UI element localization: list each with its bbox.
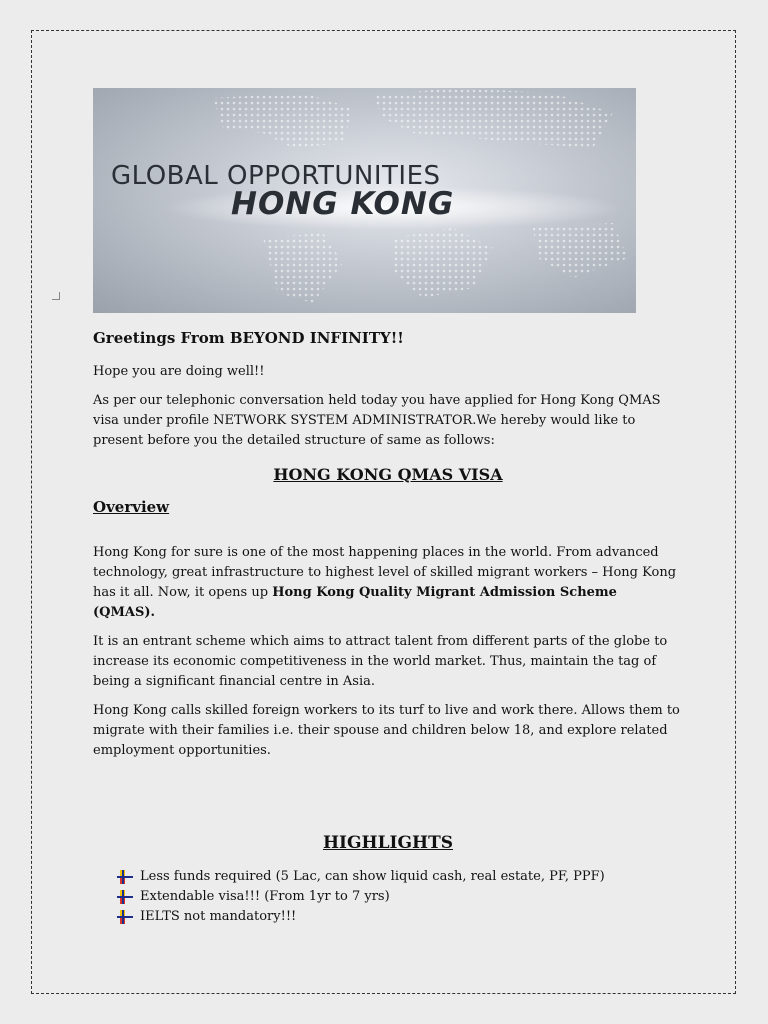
overview-paragraph-2: It is an entrant scheme which aims to attract talent from different parts of the globe to increase its economic competitiveness in the world market. Thus, maintain the tag of being a significant financial centre in Asia. [93, 634, 668, 689]
document-body [93, 328, 683, 927]
highlight-text: IELTS not mandatory!!! [140, 909, 297, 924]
greeting-heading: Greetings From BEYOND INFINITY!! [93, 329, 404, 347]
overview-paragraph-1 [93, 543, 683, 623]
overview-paragraph-3: Hong Kong calls skilled foreign workers to its turf to live and work there. Allows them to migrate with their families i.e. their spouse and children below 18, and explore related employment opportunities. [93, 703, 680, 758]
list-item [117, 887, 683, 907]
text-boundary-mark [52, 292, 60, 300]
list-item [117, 867, 683, 887]
hope-line: Hope you are doing well!! [93, 364, 265, 379]
highlights-heading: HIGHLIGHTS [322, 833, 453, 853]
highlight-text: Extendable visa!!! (From 1yr to 7 yrs) [140, 889, 390, 904]
banner-subtitle: HONG KONG [231, 186, 455, 222]
qmas-bold-text: Hong Kong Quality Migrant Admission Scheme (QMAS). [93, 585, 617, 620]
overview-heading: Overview [93, 498, 170, 516]
highlights-list [93, 867, 683, 927]
arrow-bullet-icon [117, 870, 133, 884]
para1-text: Hong Kong for sure is one of the most happening places in the world. From advanced technology, great infrastructure to highest level of skilled migrant workers – Hong Kong has it all. Now, it opens up [93, 545, 677, 600]
banner-image [93, 88, 636, 313]
banner-title: GLOBAL OPPORTUNITIES [111, 161, 441, 191]
arrow-bullet-icon [117, 910, 133, 924]
arrow-bullet-icon [117, 890, 133, 904]
section-title: HONG KONG QMAS VISA [273, 465, 503, 484]
intro-paragraph: As per our telephonic conversation held today you have applied for Hong Kong QMAS visa under profile NETWORK SYSTEM ADMINISTRATOR.We hereby would like to present before you the detailed structure of same as follows: [93, 393, 661, 448]
highlight-text: Less funds required (5 Lac, can show liquid cash, real estate, PF, PPF) [140, 869, 605, 884]
list-item [117, 907, 683, 927]
